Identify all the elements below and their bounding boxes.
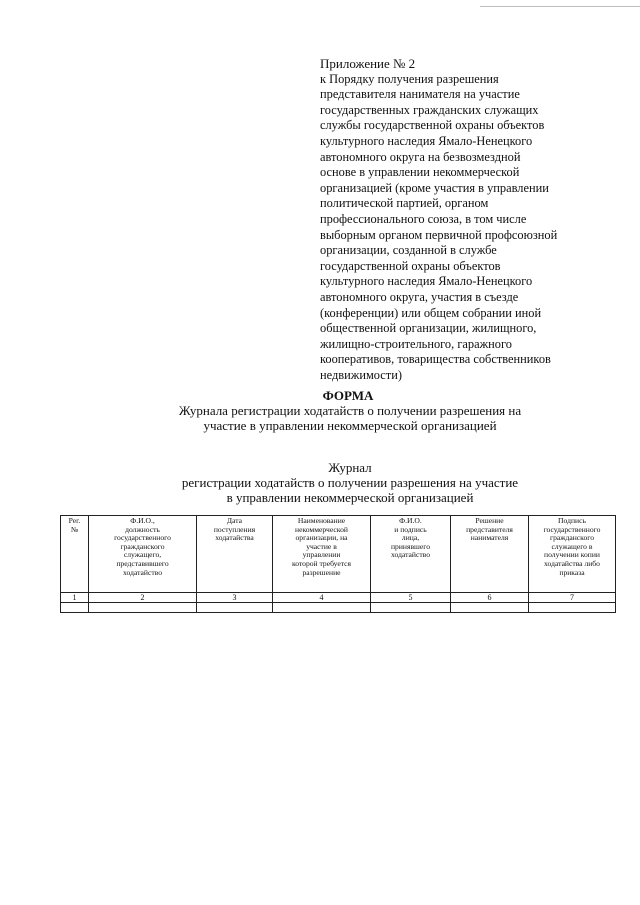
appendix-line: выборным органом первичной профсоюзной xyxy=(320,227,558,242)
header-employer-decision: Решение представителя нанимателя xyxy=(451,516,529,593)
table-cell xyxy=(89,603,197,613)
column-number-row xyxy=(61,593,616,603)
appendix-line: государственной охраны объектов xyxy=(320,258,501,273)
appendix-line: профессионального союза, в том числе xyxy=(320,211,527,226)
header-employee-name-position: Ф.И.О., должность государственного гражданского служащего, представившего ходатайство xyxy=(89,516,197,593)
column-number: 5 xyxy=(371,593,451,603)
table-row xyxy=(61,603,616,613)
appendix-line: организации, созданной в службе xyxy=(320,243,497,258)
appendix-line: представителя нанимателя на участие xyxy=(320,87,520,102)
journal-subtitle-line: в управлении некоммерческой организацией xyxy=(226,490,474,505)
column-number: 3 xyxy=(197,593,273,603)
column-number: 4 xyxy=(273,593,371,603)
column-number: 7 xyxy=(529,593,616,603)
form-subtitle-line: Журнала регистрации ходатайств о получении разрешения на xyxy=(178,403,522,418)
form-subtitle-line: участие в управлении некоммерческой организацией xyxy=(203,418,497,433)
appendix-line: общественной организации, жилищного, xyxy=(320,321,537,336)
appendix-line: службы государственной охраны объектов xyxy=(320,118,545,133)
table-cell xyxy=(451,603,529,613)
column-number: 6 xyxy=(451,593,529,603)
header-organization-name: Наименование некоммерческой организации, на участие в управлении которой требуется разрешение xyxy=(273,516,371,593)
journal-title: Журнал xyxy=(328,460,372,475)
appendix-line: (конференции) или общем собрании иной xyxy=(320,305,542,320)
table-cell xyxy=(371,603,451,613)
header-reg-number: Рег. № xyxy=(61,516,89,593)
appendix-line: жилищно-строительного, гаражного xyxy=(320,336,512,351)
journal-subtitle xyxy=(130,475,570,505)
appendix-line: недвижимости) xyxy=(320,367,402,382)
header-receipt-date: Дата поступления ходатайства xyxy=(197,516,273,593)
appendix-block xyxy=(320,56,620,383)
form-subtitle xyxy=(130,403,570,433)
appendix-line: автономного округа, участия в съезде xyxy=(320,289,519,304)
appendix-number: Приложение № 2 xyxy=(320,56,416,71)
table-cell xyxy=(273,603,371,613)
header-employee-signature: Подпись государственного гражданского служащего в получении копии ходатайства либо приказа xyxy=(529,516,616,593)
appendix-line: организацией (кроме участия в управлении xyxy=(320,180,549,195)
scan-edge-mark xyxy=(480,0,640,7)
appendix-line: культурного наследия Ямало-Ненецкого xyxy=(320,274,533,289)
appendix-line: государственных гражданских служащих xyxy=(320,102,539,117)
registration-journal-table xyxy=(60,515,616,613)
table-cell xyxy=(529,603,616,613)
journal-subtitle-line: регистрации ходатайств о получении разрешения на участие xyxy=(181,475,519,490)
table-cell xyxy=(61,603,89,613)
form-title: ФОРМА xyxy=(322,388,374,403)
appendix-line: культурного наследия Ямало-Ненецкого xyxy=(320,133,533,148)
appendix-line: политической партией, органом xyxy=(320,196,489,211)
table-header-row xyxy=(61,516,616,593)
appendix-line: кооперативов, товарищества собственников xyxy=(320,352,551,367)
column-number: 1 xyxy=(61,593,89,603)
appendix-line: автономного округа на безвозмездной xyxy=(320,149,521,164)
appendix-line: к Порядку получения разрешения xyxy=(320,71,499,86)
appendix-line: основе в управлении некоммерческой xyxy=(320,165,520,180)
table-cell xyxy=(197,603,273,613)
column-number: 2 xyxy=(89,593,197,603)
header-receiver-name-signature: Ф.И.О. и подпись лица, принявшего ходатайство xyxy=(371,516,451,593)
